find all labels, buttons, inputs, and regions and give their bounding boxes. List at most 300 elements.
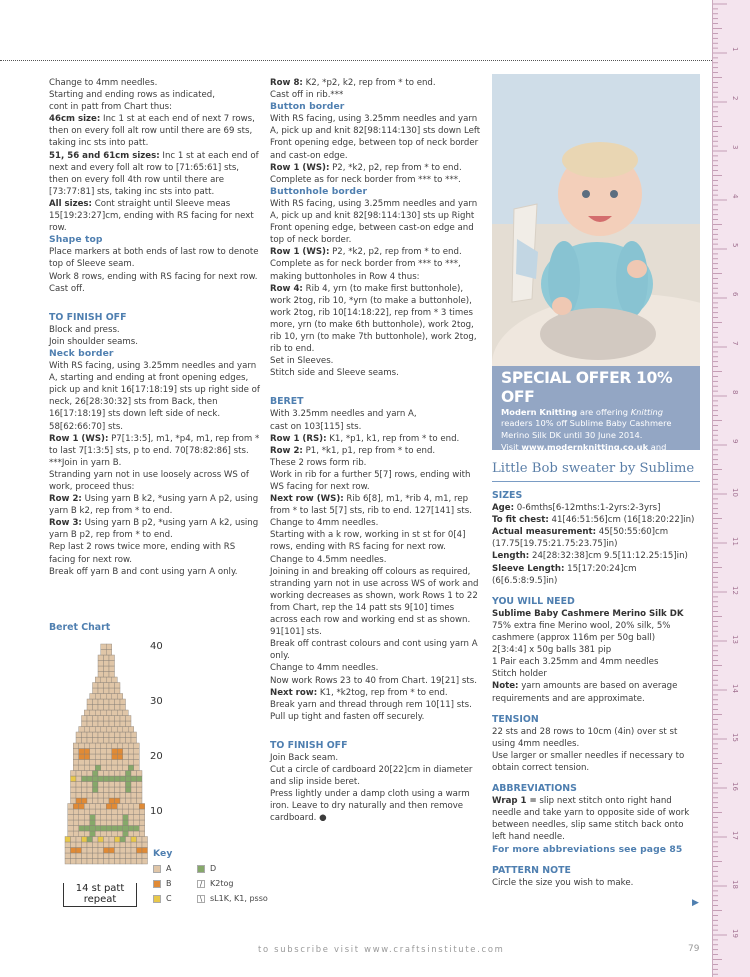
chart-cell [123, 760, 129, 766]
key-swatch [153, 865, 161, 873]
key-label: A [166, 864, 172, 874]
instruction-text: With 3.25mm needles and yarn A, [270, 409, 417, 420]
chart-cell [76, 842, 82, 848]
chart-cell [120, 716, 126, 722]
chart-cell [112, 804, 118, 810]
chart-cell [123, 826, 129, 832]
chart-cell [90, 804, 96, 810]
instruction-label: Note: [492, 681, 519, 692]
chart-cell [98, 859, 104, 865]
section-heading: TO FINISH OFF [270, 739, 348, 751]
section-heading: Buttonhole border [270, 185, 368, 197]
chart-cell [104, 721, 110, 727]
chart-cell [115, 705, 121, 711]
chart-cell [128, 754, 134, 760]
chart-cell [104, 771, 110, 777]
chart-cell [109, 782, 115, 788]
instruction-text: 75% extra fine Merino wool, 20% silk, 5% cashmere (approx 116m per 50g ball) [492, 620, 671, 644]
key-item [153, 878, 197, 890]
chart-cell [76, 793, 82, 799]
labelled-instruction [492, 563, 700, 587]
chart-cell [71, 853, 77, 859]
labelled-instruction [492, 550, 700, 562]
ruler-number: 13 [731, 635, 739, 644]
chart-cell [106, 809, 112, 815]
chart-cell [90, 815, 96, 821]
instruction-text: Complete as for neck border from *** to ***, making buttonholes in Row 4 thus: [270, 259, 461, 282]
instruction-text: Using yarn B p2, *using yarn A k2, using yarn B p2, rep from * to end. [49, 518, 259, 541]
chart-cell [98, 661, 104, 667]
chart-cell [134, 831, 140, 837]
chart-cell [82, 738, 88, 744]
chart-cell [104, 859, 110, 865]
chart-cell [109, 672, 115, 678]
instruction-label: Actual measurement: [492, 527, 597, 538]
key-label: B [166, 879, 172, 889]
chart-cell [87, 787, 93, 793]
chart-cell [79, 820, 85, 826]
chart-cell [106, 644, 112, 650]
chart-cell [139, 826, 145, 832]
chart-cell [104, 848, 110, 854]
chart-cell [104, 699, 110, 705]
chart-cell [98, 672, 104, 678]
chart-cell [93, 842, 99, 848]
chart-cell [98, 699, 104, 705]
chart-cell [106, 804, 112, 810]
chart-cell [93, 798, 99, 804]
chart-cell [109, 738, 115, 744]
chart-cell [87, 853, 93, 859]
chart-cell [104, 798, 110, 804]
instruction-text: cont in patt from Chart thus: [49, 102, 173, 113]
chart-cell [68, 815, 74, 821]
chart-row-label: 20 [150, 751, 163, 762]
instruction-text: K1, *k2tog, rep from * to end. [317, 687, 448, 698]
instruction-label: All sizes: [49, 198, 92, 209]
chart-cell [109, 842, 115, 848]
chart-cell [76, 848, 82, 854]
instruction-text: 24[28:32:38]cm 9.5[11:12.25:15]in) [529, 551, 688, 562]
instruction-text: Break yarn and thread through rem 10[11] sts. Pull up tight and fasten off securely. [270, 699, 472, 722]
chart-cell [84, 727, 90, 733]
instruction-label: Age: [492, 503, 515, 514]
chart-cell [112, 727, 118, 733]
instruction-text: Block and press. [49, 324, 120, 335]
chart-cell [109, 859, 115, 865]
chart-cell [109, 787, 115, 793]
chart-cell [87, 776, 93, 782]
chart-cell [65, 848, 71, 854]
next-arrow-icon[interactable]: ▶ [692, 898, 699, 908]
key-item [197, 863, 277, 875]
chart-cell [112, 677, 118, 683]
chart-cell [109, 798, 115, 804]
chart-cell [115, 732, 121, 738]
chart-row-label: 10 [150, 806, 163, 817]
chart-cell [101, 826, 107, 832]
key-title: Key [153, 848, 173, 859]
chart-cell [82, 842, 88, 848]
chart-cell [139, 831, 145, 837]
chart-cell [98, 721, 104, 727]
section-heading: Shape top [49, 234, 103, 246]
chart-cell [109, 666, 115, 672]
chart-cell [106, 831, 112, 837]
chart-cell [117, 826, 123, 832]
chart-cell [109, 721, 115, 727]
chart-cell [87, 705, 93, 711]
key-swatch [153, 895, 161, 903]
chart-cell [82, 771, 88, 777]
chart-cell [95, 765, 101, 771]
chart-cell [106, 727, 112, 733]
chart-cell [65, 853, 71, 859]
beret-chart-title: Beret Chart [49, 622, 111, 633]
chart-cell [131, 782, 137, 788]
chart-cell [65, 859, 71, 865]
chart-cell [87, 699, 93, 705]
chart-cell [128, 815, 134, 821]
chart-cell [120, 776, 126, 782]
ruler-number: 7 [731, 341, 739, 346]
instruction-text: Join shoulder seams. [49, 336, 138, 347]
chart-cell [98, 732, 104, 738]
chart-cell [131, 853, 137, 859]
chart-cell [115, 848, 121, 854]
chart-cell [104, 776, 110, 782]
chart-cell [123, 809, 129, 815]
chart-cell [120, 787, 126, 793]
ruler-number: 10 [731, 488, 739, 497]
instruction-label: Row 8: [270, 78, 303, 88]
special-offer-box [492, 366, 700, 464]
chart-cell [95, 760, 101, 766]
chart-cell [104, 705, 110, 711]
chart-cell [104, 787, 110, 793]
chart-cell [131, 859, 137, 865]
chart-cell [131, 776, 137, 782]
chart-cell [131, 842, 137, 848]
chart-cell [87, 848, 93, 854]
labelled-instruction [492, 680, 700, 704]
chart-cell [73, 831, 79, 837]
instruction-text: Change to 4mm needles. [270, 518, 379, 529]
chart-row-label: 30 [150, 696, 163, 707]
chart-cell [95, 804, 101, 810]
chart-cell [76, 771, 82, 777]
instruction-text: Cast off. [49, 283, 85, 294]
chart-cell [79, 815, 85, 821]
chart-cell [93, 787, 99, 793]
chart-cell [90, 765, 96, 771]
chart-cell [84, 820, 90, 826]
ruler-number: 4 [731, 194, 739, 199]
labelled-instruction [49, 517, 261, 541]
instruction-text: 15[17:20:24]cm (6[6.5:8:9.5]in) [492, 563, 637, 586]
chart-cell [131, 787, 137, 793]
chart-cell [126, 853, 132, 859]
chart-cell [101, 831, 107, 837]
chart-cell [98, 793, 104, 799]
chart-cell [93, 721, 99, 727]
chart-cell [137, 837, 143, 843]
chart-cell [84, 804, 90, 810]
chart-cell [112, 710, 118, 716]
chart-cell [98, 798, 104, 804]
instruction-label: Row 1 (WS): [270, 247, 330, 258]
labelled-instruction [492, 502, 700, 514]
chart-cell [117, 765, 123, 771]
chart-cell [134, 804, 140, 810]
chart-cell [84, 809, 90, 815]
chart-cell [76, 859, 82, 865]
repeat-label: 14 st patt repeat [63, 883, 137, 907]
chart-cell [123, 815, 129, 821]
chart-cell [134, 815, 140, 821]
chart-cell [101, 765, 107, 771]
chart-cell [117, 815, 123, 821]
key-swatch [197, 865, 205, 873]
chart-cell [134, 743, 140, 749]
chart-row-label: 40 [150, 641, 163, 652]
chart-cell [123, 727, 129, 733]
instruction-text: Starting with a k row, working in st st for 0[4] rows, ending with RS facing for next row. [270, 530, 466, 553]
chart-cell [128, 760, 134, 766]
chart-cell [126, 787, 132, 793]
chart-cell [101, 754, 107, 760]
instruction-text: Use larger or smaller needles if necessary to obtain correct tension. [492, 750, 685, 773]
chart-cell [76, 732, 82, 738]
chart-cell [115, 782, 121, 788]
instruction-text: P2, *k2, p2, rep from * to end. [329, 162, 462, 173]
chart-cell [126, 721, 132, 727]
chart-cell [120, 837, 126, 843]
key-item [153, 863, 197, 875]
chart-cell [93, 683, 99, 689]
chart-cell [68, 831, 74, 837]
chart-cell [109, 732, 115, 738]
chart-cell [115, 787, 121, 793]
instruction-text: P2, *k2, p2, rep from * to end. [329, 247, 462, 258]
ruler-ticks [713, 0, 750, 977]
chart-cell [126, 738, 132, 744]
chart-cell [90, 710, 96, 716]
chart-cell [101, 815, 107, 821]
chart-cell [126, 782, 132, 788]
chart-cell [134, 760, 140, 766]
chart-cell [123, 749, 129, 755]
ruler-number: 16 [731, 782, 739, 791]
chart-cell [71, 793, 77, 799]
instruction-text: Change to 4mm needles. [49, 78, 158, 88]
chart-cell [126, 776, 132, 782]
instruction-text: With RS facing, using 3.25mm needles and yarn A, pick up and knit 82[98:114:130] sts up Right Front opening edge, between cast-on edge and top of neck border. [270, 198, 478, 246]
instruction-text: With RS facing, using 3.25mm needles and yarn A, starting and ending at front opening edges, pick up and knit 16[17:18:19] sts up right side of neck, 26[28:30:32] sts from Back, then 16[17:18:19] sts down left side of neck. 58[62:66:70] sts. [49, 361, 260, 432]
chart-cell [123, 765, 129, 771]
labelled-instruction [270, 283, 484, 356]
chart-cell [120, 771, 126, 777]
instruction-label: Next row: [270, 687, 318, 698]
chart-cell [93, 848, 99, 854]
chart-cell [104, 666, 110, 672]
chart-cell [126, 837, 132, 843]
chart-cell [128, 804, 134, 810]
chart-cell [104, 853, 110, 859]
chart-cell [126, 848, 132, 854]
instruction-text: Place markers at both ends of last row to denote top of Sleeve seam. [49, 247, 259, 270]
chart-cell [131, 848, 137, 854]
chart-cell [120, 705, 126, 711]
page-number: 79 [688, 944, 700, 954]
instruction-text: Starting and ending rows as indicated, [49, 90, 215, 101]
chart-cell [128, 826, 134, 832]
labelled-instruction [49, 113, 261, 149]
instruction-text: Inc 1 st at each end of next 7 rows, then on every foll alt row until there are 69 sts, taking inc sts into patt. [49, 114, 255, 149]
chart-cell [90, 727, 96, 733]
chart-cell [112, 754, 118, 760]
chart-cell [90, 754, 96, 760]
chart-cell [142, 859, 148, 865]
chart-cell [142, 853, 148, 859]
instruction-label: Length: [492, 551, 530, 562]
chart-cell [90, 820, 96, 826]
chart-cell [115, 716, 121, 722]
instruction-label: Wrap 1 = [492, 796, 537, 807]
chart-cell [109, 705, 115, 711]
chart-cell [98, 705, 104, 711]
chart-cell [117, 809, 123, 815]
chart-cell [112, 760, 118, 766]
chart-cell [112, 743, 118, 749]
chart-cell [106, 826, 112, 832]
chart-cell [123, 710, 129, 716]
chart-cell [82, 787, 88, 793]
instruction-label: 46cm size: [49, 114, 101, 125]
abbrev-link[interactable]: For more abbreviations see page 85 [492, 843, 683, 855]
offer-heading: SPECIAL OFFER 10% OFF [501, 369, 673, 406]
instruction-text: Stranding yarn not in use loosely across WS of work, proceed thus: [49, 469, 249, 492]
chart-cell [115, 798, 121, 804]
chart-cell [112, 749, 118, 755]
chart-cell [73, 765, 79, 771]
chart-cell [68, 809, 74, 815]
ruler-strip [712, 0, 750, 977]
chart-cell [109, 661, 115, 667]
labelled-instruction [270, 162, 484, 174]
chart-cell [82, 798, 88, 804]
instruction-label: Row 1 (WS): [270, 162, 330, 173]
instruction-text: Circle the size you wish to make. [492, 877, 634, 888]
chart-cell [137, 859, 143, 865]
chart-cell [134, 826, 140, 832]
offer-link[interactable]: www.modernknitting.co.uk [521, 441, 649, 452]
chart-cell [142, 837, 148, 843]
chart-cell [104, 688, 110, 694]
chart-cell [68, 820, 74, 826]
chart-cell [71, 848, 77, 854]
instruction-label: Sleeve Length: [492, 563, 565, 574]
chart-cell [90, 749, 96, 755]
chart-cell [73, 809, 79, 815]
chart-cell [134, 749, 140, 755]
chart-cell [93, 793, 99, 799]
chart-cell [82, 732, 88, 738]
instruction-text: Stitch side and Sleeve seams. [270, 368, 399, 379]
chart-cell [128, 743, 134, 749]
instruction-label: Row 2: [49, 494, 82, 505]
chart-cell [106, 677, 112, 683]
chart-cell [87, 793, 93, 799]
chart-cell [137, 798, 143, 804]
chart-cell [73, 820, 79, 826]
chart-cell [82, 853, 88, 859]
chart-cell [95, 831, 101, 837]
chart-cell [106, 765, 112, 771]
chart-cell [98, 738, 104, 744]
chart-cell [112, 826, 118, 832]
chart-cell [79, 760, 85, 766]
instruction-text: 1 Pair each 3.25mm and 4mm needles [492, 657, 659, 668]
chart-cell [117, 743, 123, 749]
chart-cell [65, 837, 71, 843]
chart-cell [71, 837, 77, 843]
chart-cell [98, 683, 104, 689]
chart-cell [131, 837, 137, 843]
ruler-number: 14 [731, 684, 739, 693]
instruction-text: ***Join in yarn B. [49, 457, 122, 468]
spacer [49, 295, 261, 303]
chart-cell [117, 754, 123, 760]
instruction-text: Rib 6[8], m1, *rib 4, m1, rep from * to last 5[7] sts, rib to end. 127[141] sts. [270, 494, 472, 517]
chart-cell [112, 809, 118, 815]
chart-cell [79, 809, 85, 815]
chart-cell [90, 831, 96, 837]
chart-cell [120, 782, 126, 788]
chart-cell [98, 848, 104, 854]
chart-cell [93, 853, 99, 859]
chart-cell [79, 727, 85, 733]
chart-cell [73, 760, 79, 766]
section-heading: SIZES [492, 490, 523, 501]
chart-cell [90, 809, 96, 815]
chart-cell [98, 776, 104, 782]
chart-cell [115, 776, 121, 782]
chart-cell [98, 655, 104, 661]
chart-cell [120, 732, 126, 738]
chart-cell [120, 721, 126, 727]
chart-cell [93, 738, 99, 744]
chart-cell [109, 848, 115, 854]
key-item [153, 893, 197, 905]
chart-cell [98, 782, 104, 788]
chart-cell [95, 826, 101, 832]
instruction-text: Join Back seam. [270, 752, 339, 763]
chart-cell [73, 815, 79, 821]
instruction-text: slip next stitch onto right hand needle and take yarn to opposite side of work between needles, slip same stitch back onto left hand needle. [492, 796, 690, 843]
chart-cell [68, 826, 74, 832]
chart-cell [106, 710, 112, 716]
chart-cell [106, 749, 112, 755]
chart-cell [109, 837, 115, 843]
chart-cell [101, 694, 107, 700]
chart-cell [95, 710, 101, 716]
chart-cell [71, 771, 77, 777]
spacer [270, 723, 484, 731]
chart-cell [93, 776, 99, 782]
chart-cell [126, 771, 132, 777]
chart-cell [106, 650, 112, 656]
